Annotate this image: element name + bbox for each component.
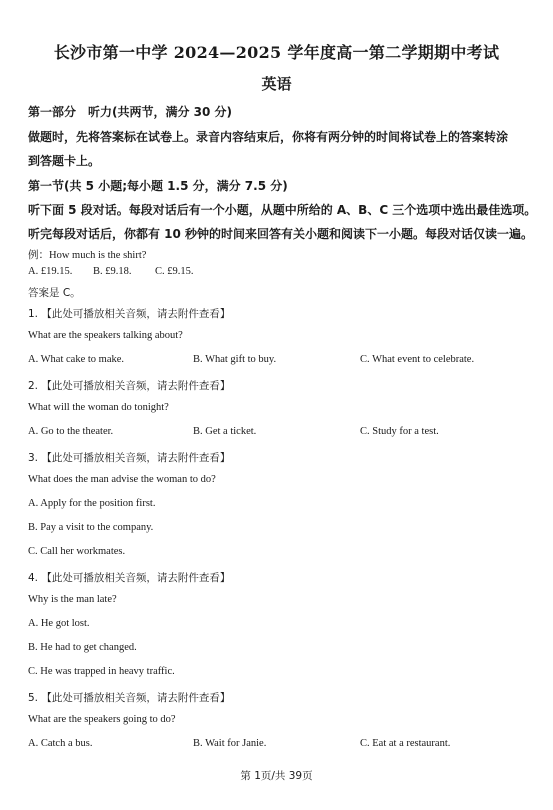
question-1-prompt: What are the speakers talking about? [28,330,183,341]
question-3-prompt: What does the man advise the woman to do? [28,474,216,485]
question-3-option-b: B. Pay a visit to the company. [28,522,154,533]
question-1-audio-note: 1. 【此处可播放相关音频，请去附件查看】 [28,308,231,320]
example-option-c: C. £9.15. [155,266,194,277]
question-3-option-c: C. Call her workmates. [28,546,126,557]
question-2-prompt: What will the woman do tonight? [28,402,169,413]
page-number: 第 1页/共 39页 [240,770,313,782]
example-answer: 答案是 C。 [28,287,81,299]
example-option-a: A. £19.15. [28,266,73,277]
question-2-option-b: B. Get a ticket. [193,426,257,437]
question-4-option-a: A. He got lost. [28,618,90,629]
section1-instruction-line2: 听完每段对话后，你都有 10 秒钟的时间来回答有关小题和阅读下一小题。每段对话仅读一遍。 [28,227,534,241]
question-1-option-b: B. What gift to buy. [193,354,277,365]
question-3-option-a: A. Apply for the position first. [28,498,156,509]
exam-subject: 英语 [261,75,292,93]
question-5-audio-note: 5. 【此处可播放相关音频，请去附件查看】 [28,692,231,704]
question-1-option-c: C. What event to celebrate. [360,354,475,365]
example-option-b: B. £9.18. [93,266,132,277]
question-1-option-a: A. What cake to make. [28,354,125,365]
part1-instruction-line2: 到答题卡上。 [28,154,101,168]
question-4-prompt: Why is the man late? [28,594,117,605]
part1-instruction-line1: 做题时，先将答案标在试卷上。录音内容结束后，你将有两分钟的时间将试卷上的答案转涂 [28,130,509,144]
question-3-audio-note: 3. 【此处可播放相关音频，请去附件查看】 [28,452,231,464]
question-5-prompt: What are the speakers going to do? [28,714,176,725]
question-4-option-b: B. He had to get changed. [28,642,137,653]
example-question: 例：How much is the shirt? [28,250,147,261]
part1-heading: 第一部分 听力(共两节，满分 30 分) [28,105,233,119]
question-5-option-a: A. Catch a bus. [28,738,93,749]
section1-heading: 第一节(共 5 小题;每小题 1.5 分，满分 7.5 分) [28,179,288,193]
question-4-audio-note: 4. 【此处可播放相关音频，请去附件查看】 [28,572,231,584]
question-5-option-c: C. Eat at a restaurant. [360,738,451,749]
exam-title: 长沙市第一中学 2024—2025 学年度高一第二学期期中考试 [53,43,500,62]
question-4-option-c: C. He was trapped in heavy traffic. [28,666,175,677]
question-2-audio-note: 2. 【此处可播放相关音频，请去附件查看】 [28,380,231,392]
question-5-option-b: B. Wait for Janie. [193,738,267,749]
question-2-option-a: A. Go to the theater. [28,426,114,437]
question-2-option-c: C. Study for a test. [360,426,439,437]
section1-instruction-line1: 听下面 5 段对话。每段对话后有一个小题，从题中所给的 A、B、C 三个选项中选出最佳选项。 [28,203,537,217]
